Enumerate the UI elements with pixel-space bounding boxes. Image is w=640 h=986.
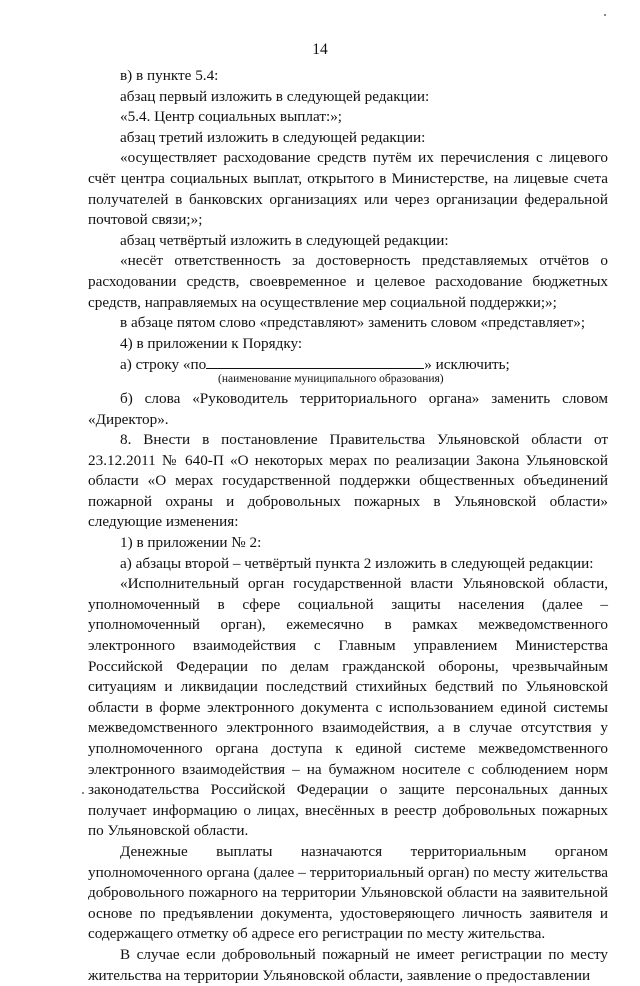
paragraph: «осуществляет расходование средств путём их перечисления с лицевого счёт центра социальных выплат, открытого в Министерстве, на лицевые счета получателей в банковских организациях или через организации федеральной почтовой связи;»; [88, 149, 608, 229]
document-body [88, 66, 608, 986]
paragraph: абзац четвёртый изложить в следующей редакции: [120, 231, 449, 249]
blank-fill-line [206, 354, 424, 369]
paragraph: Денежные выплаты назначаются территориальным органом уполномоченного органа (далее – территориальный орган) по месту жительства добровольного пожарного на территории Ульяновской области на заявительной основе по предъявлении документа, удостоверяющего личность заявителя и содержащего отметку об адресе его регистрации по месту жительства. [88, 842, 608, 943]
paragraph: абзац третий изложить в следующей редакции: [120, 128, 426, 146]
blank-caption: (наименование муниципального образования) [218, 372, 444, 385]
paragraph: а) абзацы второй – четвёртый пункта 2 изложить в следующей редакции: [120, 554, 594, 572]
paragraph: «несёт ответственность за достоверность представляемых отчётов о расходовании средств, своевременное и целевое расходование бюджетных средств, направляемых на осуществление мер социальной поддержки;»; [88, 252, 608, 311]
paragraph: «Исполнительный орган государственной власти Ульяновской области, уполномоченный в сфере социальной защиты населения (далее – уполномоченный орган), ежемесячно в рамках межведомственного электронного взаимодействия с Главным управлением Министерства Российской Федерации по делам гражданской обороны, чрезвычайным ситуациям и ликвидации последствий стихийных бедствий по Ульяновской области в форме электронного документа с использованием единой системы межведомственного электронного взаимодействия, а в случае отсутствия у уполномоченного органа доступа к единой системе межведомственного электронного взаимодействия – на бумажном носителе с соблюдением норм законодательства Российской Федерации о защите персональных данных получает информацию о лицах, внесённых в реестр добровольных пожарных по Ульяновской области. [88, 575, 608, 840]
paragraph: 1) в приложении № 2: [120, 534, 262, 552]
paragraph-text: » исключить; [424, 356, 510, 374]
paragraph: в абзаце пятом слово «представляют» заменить словом «представляет»; [120, 314, 586, 332]
scan-speck [604, 14, 606, 16]
paragraph: «5.4. Центр социальных выплат:»; [120, 108, 343, 126]
paragraph: в) в пункте 5.4: [120, 67, 219, 84]
page-number: 14 [312, 41, 328, 58]
paragraph: абзац первый изложить в следующей редакции: [120, 87, 430, 105]
paragraph-text: а) строку «по [120, 356, 207, 374]
paragraph: 4) в приложении к Порядку: [120, 334, 303, 352]
paragraph: В случае если добровольный пожарный не имеет регистрации по месту жительства на территории Ульяновской области, заявление о предоставлении [88, 945, 608, 984]
scan-speck [82, 792, 84, 794]
paragraph: 8. Внести в постановление Правительства Ульяновской области от 23.12.2011 № 640-П «О некоторых мерах по реализации Закона Ульяновской области «О мерах государственной поддержки общественных объединений пожарной охраны и добровольных пожарных в Ульяновской области» следующие изменения: [88, 431, 608, 531]
paragraph: б) слова «Руководитель территориального органа» заменить словом «Директор». [88, 389, 608, 428]
